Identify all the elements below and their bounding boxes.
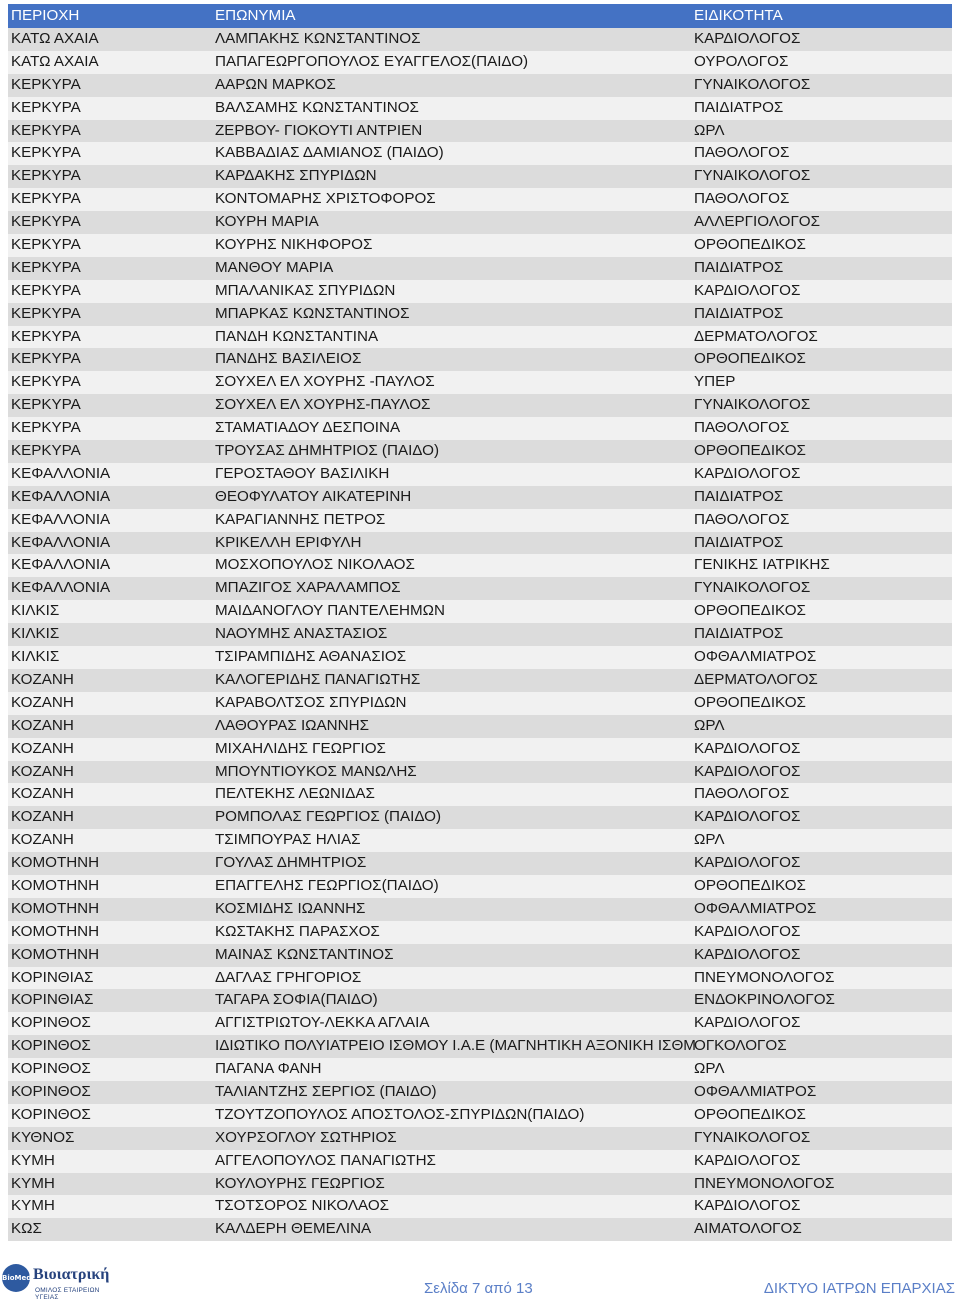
cell-area: ΚΕΡΚΥΡΑ [11, 258, 81, 276]
cell-area: ΚΟΖΑΝΗ [11, 739, 74, 757]
cell-name: ΤΑΛΙΑΝΤΖΗΣ ΣΕΡΓΙΟΣ (ΠΑΙΔΟ) [215, 1082, 437, 1100]
cell-name: ΚΑΡΔΑΚΗΣ ΣΠΥΡΙΔΩΝ [215, 167, 377, 185]
cell-name: ΛΑΜΠΑΚΗΣ ΚΩΝΣΤΑΝΤΙΝΟΣ [215, 30, 421, 47]
table-row [8, 669, 952, 692]
cell-specialty: ΟΦΘΑΛΜΙΑΤΡΟΣ [694, 899, 817, 917]
cell-specialty: ΟΓΚΟΛΟΓΟΣ [694, 1037, 787, 1055]
cell-specialty: ΩΡΛ [694, 121, 725, 139]
table-row [8, 234, 952, 257]
cell-area: ΚΟΜΟΤΗΝΗ [11, 854, 100, 872]
cell-area: ΚΕΡΚΥΡΑ [11, 281, 81, 299]
cell-area: ΚΥΜΗ [11, 1151, 55, 1169]
cell-area: ΚΟΖΑΝΗ [11, 831, 74, 849]
cell-name: ΝΑΟΥΜΗΣ ΑΝΑΣΤΑΣΙΟΣ [215, 625, 388, 643]
cell-area: ΚΙΛΚΙΣ [11, 602, 60, 620]
cell-specialty: ΟΡΘΟΠΕΔΙΚΟΣ [694, 1105, 806, 1123]
table-row [8, 303, 952, 326]
table-row [8, 577, 952, 600]
table-row [8, 74, 952, 97]
cell-name: ΠΑΠΑΓΕΩΡΓΟΠΟΥΛΟΣ ΕΥΑΓΓΕΛΟΣ(ΠΑΙΔΟ) [215, 52, 529, 70]
table-row [8, 875, 952, 898]
cell-name: ΠΕΛΤΕΚΗΣ ΛΕΩΝΙΔΑΣ [215, 785, 375, 803]
cell-name: ΚΑΛΔΕΡΗ ΘΕΜΕΛΙΝΑ [215, 1220, 372, 1238]
cell-name: ΔΑΓΛΑΣ ΓΡΗΓΟΡΙΟΣ [215, 968, 362, 986]
cell-area: ΚΟΜΟΤΗΝΗ [11, 922, 100, 940]
cell-specialty: ΟΦΘΑΛΜΙΑΤΡΟΣ [694, 1082, 817, 1100]
cell-specialty: ΚΑΡΔΙΟΛΟΓΟΣ [694, 739, 801, 757]
table-row [8, 921, 952, 944]
cell-name: ΤΣΙΡΑΜΠΙΔΗΣ ΑΘΑΝΑΣΙΟΣ [215, 648, 407, 666]
cell-specialty: ΚΑΡΔΙΟΛΟΓΟΣ [694, 762, 801, 780]
cell-specialty: ΚΑΡΔΙΟΛΟΓΟΣ [694, 854, 801, 872]
cell-name: ΜΙΧΑΗΛΙΔΗΣ ΓΕΩΡΓΙΟΣ [215, 739, 386, 757]
table-row [8, 257, 952, 280]
cell-area: ΚΟΖΑΝΗ [11, 670, 74, 688]
table-row [8, 852, 952, 875]
cell-name: ΜΠΟΥΝΤΙΟΥΚΟΣ ΜΑΝΩΛΗΣ [215, 762, 417, 780]
table-row [8, 440, 952, 463]
cell-specialty: ΠΑΙΔΙΑΤΡΟΣ [694, 625, 784, 643]
cell-name: ΤΣΟΤΣΟΡΟΣ ΝΙΚΟΛΑΟΣ [215, 1197, 390, 1215]
table-row [8, 348, 952, 371]
cell-area: ΚΟΡΙΝΘΙΑΣ [11, 991, 94, 1009]
table-row [8, 28, 952, 51]
cell-area: ΚΙΛΚΙΣ [11, 625, 60, 643]
table-row [8, 188, 952, 211]
cell-specialty: ΠΑΙΔΙΑΤΡΟΣ [694, 533, 784, 551]
cell-specialty: ΟΦΘΑΛΜΙΑΤΡΟΣ [694, 648, 817, 666]
cell-name: ΚΟΥΛΟΥΡΗΣ ΓΕΩΡΓΙΟΣ [215, 1174, 385, 1192]
cell-specialty: ΓΥΝΑΙΚΟΛΟΓΟΣ [694, 75, 811, 93]
cell-name: ΤΖΟΥΤΖΟΠΟΥΛΟΣ ΑΠΟΣΤΟΛΟΣ-ΣΠΥΡΙΔΩΝ(ΠΑΙΔΟ) [215, 1105, 585, 1123]
cell-name: ΑΓΓΙΣΤΡΙΩΤΟΥ-ΛΕΚΚΑ ΑΓΛΑΙΑ [215, 1014, 430, 1032]
table-row [8, 326, 952, 349]
cell-area: ΚΟΡΙΝΘΙΑΣ [11, 968, 94, 986]
cell-specialty: ΚΑΡΔΙΟΛΟΓΟΣ [694, 30, 801, 47]
table-row [8, 280, 952, 303]
table-row [8, 1035, 952, 1058]
cell-name: ΜΑΙΝΑΣ ΚΩΝΣΤΑΝΤΙΝΟΣ [215, 945, 394, 963]
cell-name: ΕΠΑΓΓΕΛΗΣ ΓΕΩΡΓΙΟΣ(ΠΑΙΔΟ) [215, 876, 439, 894]
cell-specialty: ΚΑΡΔΙΟΛΟΓΟΣ [694, 1197, 801, 1215]
table-row [8, 623, 952, 646]
logo-name: Βιοιατρική [33, 1266, 110, 1283]
cell-specialty: ΔΕΡΜΑΤΟΛΟΓΟΣ [694, 327, 818, 345]
cell-name: ΚΑΛΟΓΕΡΙΔΗΣ ΠΑΝΑΓΙΩΤΗΣ [215, 670, 421, 688]
cell-specialty: ΥΠΕΡ [694, 373, 736, 391]
cell-specialty: ΠΑΙΔΙΑΤΡΟΣ [694, 258, 784, 276]
table-row [8, 1218, 952, 1241]
header-specialty: ΕΙΔΙΚΟΤΗΤΑ [694, 7, 783, 24]
table-row [8, 646, 952, 669]
cell-name: ΜΟΣΧΟΠΟΥΛΟΣ ΝΙΚΟΛΑΟΣ [215, 556, 415, 574]
cell-name: ΜΠΑΖΙΓΟΣ ΧΑΡΑΛΑΜΠΟΣ [215, 579, 401, 597]
cell-area: ΚΕΡΚΥΡΑ [11, 442, 81, 460]
cell-area: ΚΕΡΚΥΡΑ [11, 98, 81, 116]
table-row [8, 532, 952, 555]
table-row [8, 989, 952, 1012]
cell-name: ΜΑΙΔΑΝΟΓΛΟΥ ΠΑΝΤΕΛΕΗΜΩΝ [215, 602, 445, 620]
cell-area: ΚΟΡΙΝΘΟΣ [11, 1014, 91, 1032]
table-row [8, 898, 952, 921]
cell-area: ΚΟΜΟΤΗΝΗ [11, 899, 100, 917]
cell-area: ΚΕΡΚΥΡΑ [11, 236, 81, 254]
table-row [8, 509, 952, 532]
table-row [8, 806, 952, 829]
cell-area: ΚΑΤΩ ΑΧΑΙΑ [11, 52, 99, 70]
page-number: Σελίδα 7 από 13 [424, 1280, 533, 1297]
cell-area: ΚΟΜΟΤΗΝΗ [11, 876, 100, 894]
cell-area: ΚΟΖΑΝΗ [11, 693, 74, 711]
cell-specialty: ΓΥΝΑΙΚΟΛΟΓΟΣ [694, 167, 811, 185]
table-row [8, 692, 952, 715]
cell-specialty: ΠΑΘΟΛΟΓΟΣ [694, 419, 790, 437]
table-row [8, 463, 952, 486]
cell-name: ΠΑΝΔΗ ΚΩΝΣΤΑΝΤΙΝΑ [215, 327, 379, 345]
cell-specialty: ΓΥΝΑΙΚΟΛΟΓΟΣ [694, 579, 811, 597]
table-row [8, 417, 952, 440]
cell-name: ΤΣΙΜΠΟΥΡΑΣ ΗΛΙΑΣ [215, 831, 361, 849]
table-row [8, 967, 952, 990]
header-area: ΠΕΡΙΟΧΗ [11, 7, 80, 24]
cell-name: ΚΩΣΤΑΚΗΣ ΠΑΡΑΣΧΟΣ [215, 922, 380, 940]
cell-specialty: ΩΡΛ [694, 831, 725, 849]
header-name: ΕΠΩΝΥΜΙΑ [215, 7, 296, 24]
cell-specialty: ΟΡΘΟΠΕΔΙΚΟΣ [694, 442, 806, 460]
logo-subtitle: ΟΜΙΛΟΣ ΕΤΑΙΡΕΙΩΝ ΥΓΕΙΑΣ [35, 1287, 100, 1301]
cell-name: ΓΕΡΟΣΤΑΘΟΥ ΒΑΣΙΛΙΚΗ [215, 464, 390, 482]
table-row [8, 944, 952, 967]
cell-area: ΚΕΦΑΛΛΟΝΙΑ [11, 533, 111, 551]
cell-specialty: ΑΛΛΕΡΓΙΟΛΟΓΟΣ [694, 213, 821, 231]
cell-name: ΚΑΡΑΓΙΑΝΝΗΣ ΠΕΤΡΟΣ [215, 510, 386, 528]
cell-specialty: ΠΑΙΔΙΑΤΡΟΣ [694, 98, 784, 116]
cell-area: ΚΟΖΑΝΗ [11, 808, 74, 826]
cell-specialty: ΚΑΡΔΙΟΛΟΓΟΣ [694, 922, 801, 940]
cell-name: ΚΟΣΜΙΔΗΣ ΙΩΑΝΝΗΣ [215, 899, 366, 917]
table-row [8, 394, 952, 417]
cell-area: ΚΕΡΚΥΡΑ [11, 75, 81, 93]
cell-name: ΚΑΒΒΑΔΙΑΣ ΔΑΜΙΑΝΟΣ (ΠΑΙΔΟ) [215, 144, 444, 162]
table-row [8, 1081, 952, 1104]
cell-specialty: ΚΑΡΔΙΟΛΟΓΟΣ [694, 281, 801, 299]
cell-specialty: ΔΕΡΜΑΤΟΛΟΓΟΣ [694, 670, 818, 688]
table-row [8, 738, 952, 761]
cell-name: ΡΟΜΠΟΛΑΣ ΓΕΩΡΓΙΟΣ (ΠΑΙΔΟ) [215, 808, 442, 826]
table-row [8, 97, 952, 120]
cell-specialty: ΟΡΘΟΠΕΔΙΚΟΣ [694, 693, 806, 711]
cell-specialty: ΚΑΡΔΙΟΛΟΓΟΣ [694, 808, 801, 826]
cell-specialty: ΟΡΘΟΠΕΔΙΚΟΣ [694, 876, 806, 894]
cell-area: ΚΟΡΙΝΘΟΣ [11, 1037, 91, 1055]
cell-area: ΚΟΡΙΝΘΟΣ [11, 1105, 91, 1123]
table-row [8, 715, 952, 738]
cell-name: ΣΟΥΧΕΛ ΕΛ ΧΟΥΡΗΣ-ΠΑΥΛΟΣ [215, 396, 431, 414]
cell-specialty: ΚΑΡΔΙΟΛΟΓΟΣ [694, 1151, 801, 1169]
table-row [8, 829, 952, 852]
cell-area: ΚΥΜΗ [11, 1174, 55, 1192]
table-header [8, 4, 952, 28]
cell-specialty: ΠΑΘΟΛΟΓΟΣ [694, 190, 790, 208]
cell-name: ΙΔΙΩΤΙΚΟ ΠΟΛΥΙΑΤΡΕΙΟ ΙΣΘΜΟΥ Ι.Α.Ε (ΜΑΓΝΗΤΙΚΗ ΑΞΟΝΙΚΗ ΙΣΘΜ [215, 1037, 696, 1055]
cell-name: ΠΑΝΔΗΣ ΒΑΣΙΛΕΙΟΣ [215, 350, 362, 368]
cell-area: ΚΕΡΚΥΡΑ [11, 167, 81, 185]
table-row [8, 51, 952, 74]
doctors-table [8, 4, 952, 1241]
cell-name: ΚΟΥΡΗ ΜΑΡΙΑ [215, 213, 319, 231]
cell-area: ΚΑΤΩ ΑΧΑΙΑ [11, 30, 99, 47]
cell-area: ΚΕΡΚΥΡΑ [11, 121, 81, 139]
cell-name: ΛΑΘΟΥΡΑΣ ΙΩΑΝΝΗΣ [215, 716, 369, 734]
cell-specialty: ΕΝΔΟΚΡΙΝΟΛΟΓΟΣ [694, 991, 835, 1009]
cell-area: ΚΟΖΑΝΗ [11, 716, 74, 734]
cell-area: ΚΩΣ [11, 1220, 42, 1238]
cell-specialty: ΟΡΘΟΠΕΔΙΚΟΣ [694, 350, 806, 368]
cell-area: ΚΕΡΚΥΡΑ [11, 373, 81, 391]
cell-specialty: ΓΥΝΑΙΚΟΛΟΓΟΣ [694, 396, 811, 414]
cell-area: ΚΕΡΚΥΡΑ [11, 419, 81, 437]
cell-area: ΚΟΡΙΝΘΟΣ [11, 1060, 91, 1078]
cell-area: ΚΕΦΑΛΛΟΝΙΑ [11, 579, 111, 597]
cell-area: ΚΕΡΚΥΡΑ [11, 350, 81, 368]
cell-specialty: ΠΝΕΥΜΟΝΟΛΟΓΟΣ [694, 1174, 835, 1192]
table-row [8, 554, 952, 577]
cell-specialty: ΚΑΡΔΙΟΛΟΓΟΣ [694, 945, 801, 963]
cell-specialty: ΠΑΘΟΛΟΓΟΣ [694, 785, 790, 803]
cell-specialty: ΑΙΜΑΤΟΛΟΓΟΣ [694, 1220, 802, 1238]
cell-specialty: ΚΑΡΔΙΟΛΟΓΟΣ [694, 464, 801, 482]
cell-area: ΚΟΖΑΝΗ [11, 762, 74, 780]
table-row [8, 761, 952, 784]
table-row [8, 1058, 952, 1081]
cell-area: ΚΕΦΑΛΛΟΝΙΑ [11, 556, 111, 574]
cell-name: ΤΑΓΑΡΑ ΣΟΦΙΑ(ΠΑΙΔΟ) [215, 991, 378, 1009]
cell-area: ΚΕΡΚΥΡΑ [11, 327, 81, 345]
cell-name: ΜΠΑΡΚΑΣ ΚΩΝΣΤΑΝΤΙΝΟΣ [215, 304, 410, 322]
table-row [8, 1150, 952, 1173]
cell-specialty: ΟΡΘΟΠΕΔΙΚΟΣ [694, 236, 806, 254]
cell-specialty: ΠΑΘΟΛΟΓΟΣ [694, 144, 790, 162]
cell-specialty: ΟΥΡΟΛΟΓΟΣ [694, 52, 789, 70]
cell-area: ΚΙΛΚΙΣ [11, 648, 60, 666]
cell-area: ΚΕΡΚΥΡΑ [11, 396, 81, 414]
cell-specialty: ΓΕΝΙΚΗΣ ΙΑΤΡΙΚΗΣ [694, 556, 830, 574]
cell-name: ΚΑΡΑΒΟΛΤΣΟΣ ΣΠΥΡΙΔΩΝ [215, 693, 407, 711]
table-row [8, 1173, 952, 1196]
cell-area: ΚΕΡΚΥΡΑ [11, 144, 81, 162]
table-row [8, 120, 952, 143]
company-logo [2, 1263, 110, 1301]
cell-name: ΖΕΡΒΟΥ- ΓΙΟΚΟΥΤΙ ΑΝΤΡΙΕΝ [215, 121, 423, 139]
cell-area: ΚΟΡΙΝΘΟΣ [11, 1082, 91, 1100]
cell-name: ΣΤΑΜΑΤΙΑΔΟΥ ΔΕΣΠΟΙΝΑ [215, 419, 401, 437]
cell-name: ΚΡΙΚΕΛΛΗ ΕΡΙΦΥΛΗ [215, 533, 362, 551]
table-row [8, 142, 952, 165]
logo-mark-icon: BioMed [2, 1264, 30, 1292]
cell-name: ΑΑΡΩΝ ΜΑΡΚΟΣ [215, 75, 336, 93]
cell-area: ΚΟΜΟΤΗΝΗ [11, 945, 100, 963]
cell-area: ΚΕΡΚΥΡΑ [11, 304, 81, 322]
cell-area: ΚΟΖΑΝΗ [11, 785, 74, 803]
cell-name: ΜΠΑΛΑΝΙΚΑΣ ΣΠΥΡΙΔΩΝ [215, 281, 396, 299]
table-row [8, 1127, 952, 1150]
cell-area: ΚΕΡΚΥΡΑ [11, 190, 81, 208]
cell-specialty: ΚΑΡΔΙΟΛΟΓΟΣ [694, 1014, 801, 1032]
cell-name: ΓΟΥΛΑΣ ΔΗΜΗΤΡΙΟΣ [215, 854, 367, 872]
cell-specialty: ΠΑΙΔΙΑΤΡΟΣ [694, 304, 784, 322]
table-row [8, 1195, 952, 1218]
cell-name: ΑΓΓΕΛΟΠΟΥΛΟΣ ΠΑΝΑΓΙΩΤΗΣ [215, 1151, 436, 1169]
page-footer [0, 1258, 960, 1305]
cell-name: ΣΟΥΧΕΛ ΕΛ ΧΟΥΡΗΣ -ΠΑΥΛΟΣ [215, 373, 435, 391]
cell-name: ΒΑΛΣΑΜΗΣ ΚΩΝΣΤΑΝΤΙΝΟΣ [215, 98, 419, 116]
table-row [8, 486, 952, 509]
cell-area: ΚΕΦΑΛΛΟΝΙΑ [11, 487, 111, 505]
cell-specialty: ΟΡΘΟΠΕΔΙΚΟΣ [694, 602, 806, 620]
table-body [8, 28, 952, 1241]
cell-name: ΤΡΟΥΣΑΣ ΔΗΜΗΤΡΙΟΣ (ΠΑΙΔΟ) [215, 442, 439, 460]
cell-specialty: ΠΑΘΟΛΟΓΟΣ [694, 510, 790, 528]
cell-area: ΚΕΡΚΥΡΑ [11, 213, 81, 231]
cell-name: ΘΕΟΦΥΛΑΤΟΥ ΑΙΚΑΤΕΡΙΝΗ [215, 487, 412, 505]
table-row [8, 371, 952, 394]
cell-name: ΚΟΥΡΗΣ ΝΙΚΗΦΟΡΟΣ [215, 236, 373, 254]
cell-area: ΚΥΘΝΟΣ [11, 1128, 75, 1146]
table-row [8, 1104, 952, 1127]
table-row [8, 1012, 952, 1035]
table-row [8, 783, 952, 806]
cell-specialty: ΩΡΛ [694, 716, 725, 734]
table-row [8, 211, 952, 234]
cell-name: ΚΟΝΤΟΜΑΡΗΣ ΧΡΙΣΤΟΦΟΡΟΣ [215, 190, 436, 208]
cell-specialty: ΓΥΝΑΙΚΟΛΟΓΟΣ [694, 1128, 811, 1146]
cell-name: ΜΑΝΘΟΥ ΜΑΡΙΑ [215, 258, 334, 276]
table-row [8, 600, 952, 623]
cell-area: ΚΥΜΗ [11, 1197, 55, 1215]
cell-area: ΚΕΦΑΛΛΟΝΙΑ [11, 464, 111, 482]
cell-specialty: ΠΑΙΔΙΑΤΡΟΣ [694, 487, 784, 505]
cell-specialty: ΩΡΛ [694, 1060, 725, 1078]
cell-specialty: ΠΝΕΥΜΟΝΟΛΟΓΟΣ [694, 968, 835, 986]
cell-name: ΧΟΥΡΣΟΓΛΟΥ ΣΩΤΗΡΙΟΣ [215, 1128, 397, 1146]
network-title: ΔΙΚΤΥΟ ΙΑΤΡΩΝ ΕΠΑΡΧΙΑΣ [763, 1280, 955, 1297]
table-row [8, 165, 952, 188]
cell-name: ΠΑΓΑΝΑ ΦΑΝΗ [215, 1060, 322, 1078]
cell-area: ΚΕΦΑΛΛΟΝΙΑ [11, 510, 111, 528]
